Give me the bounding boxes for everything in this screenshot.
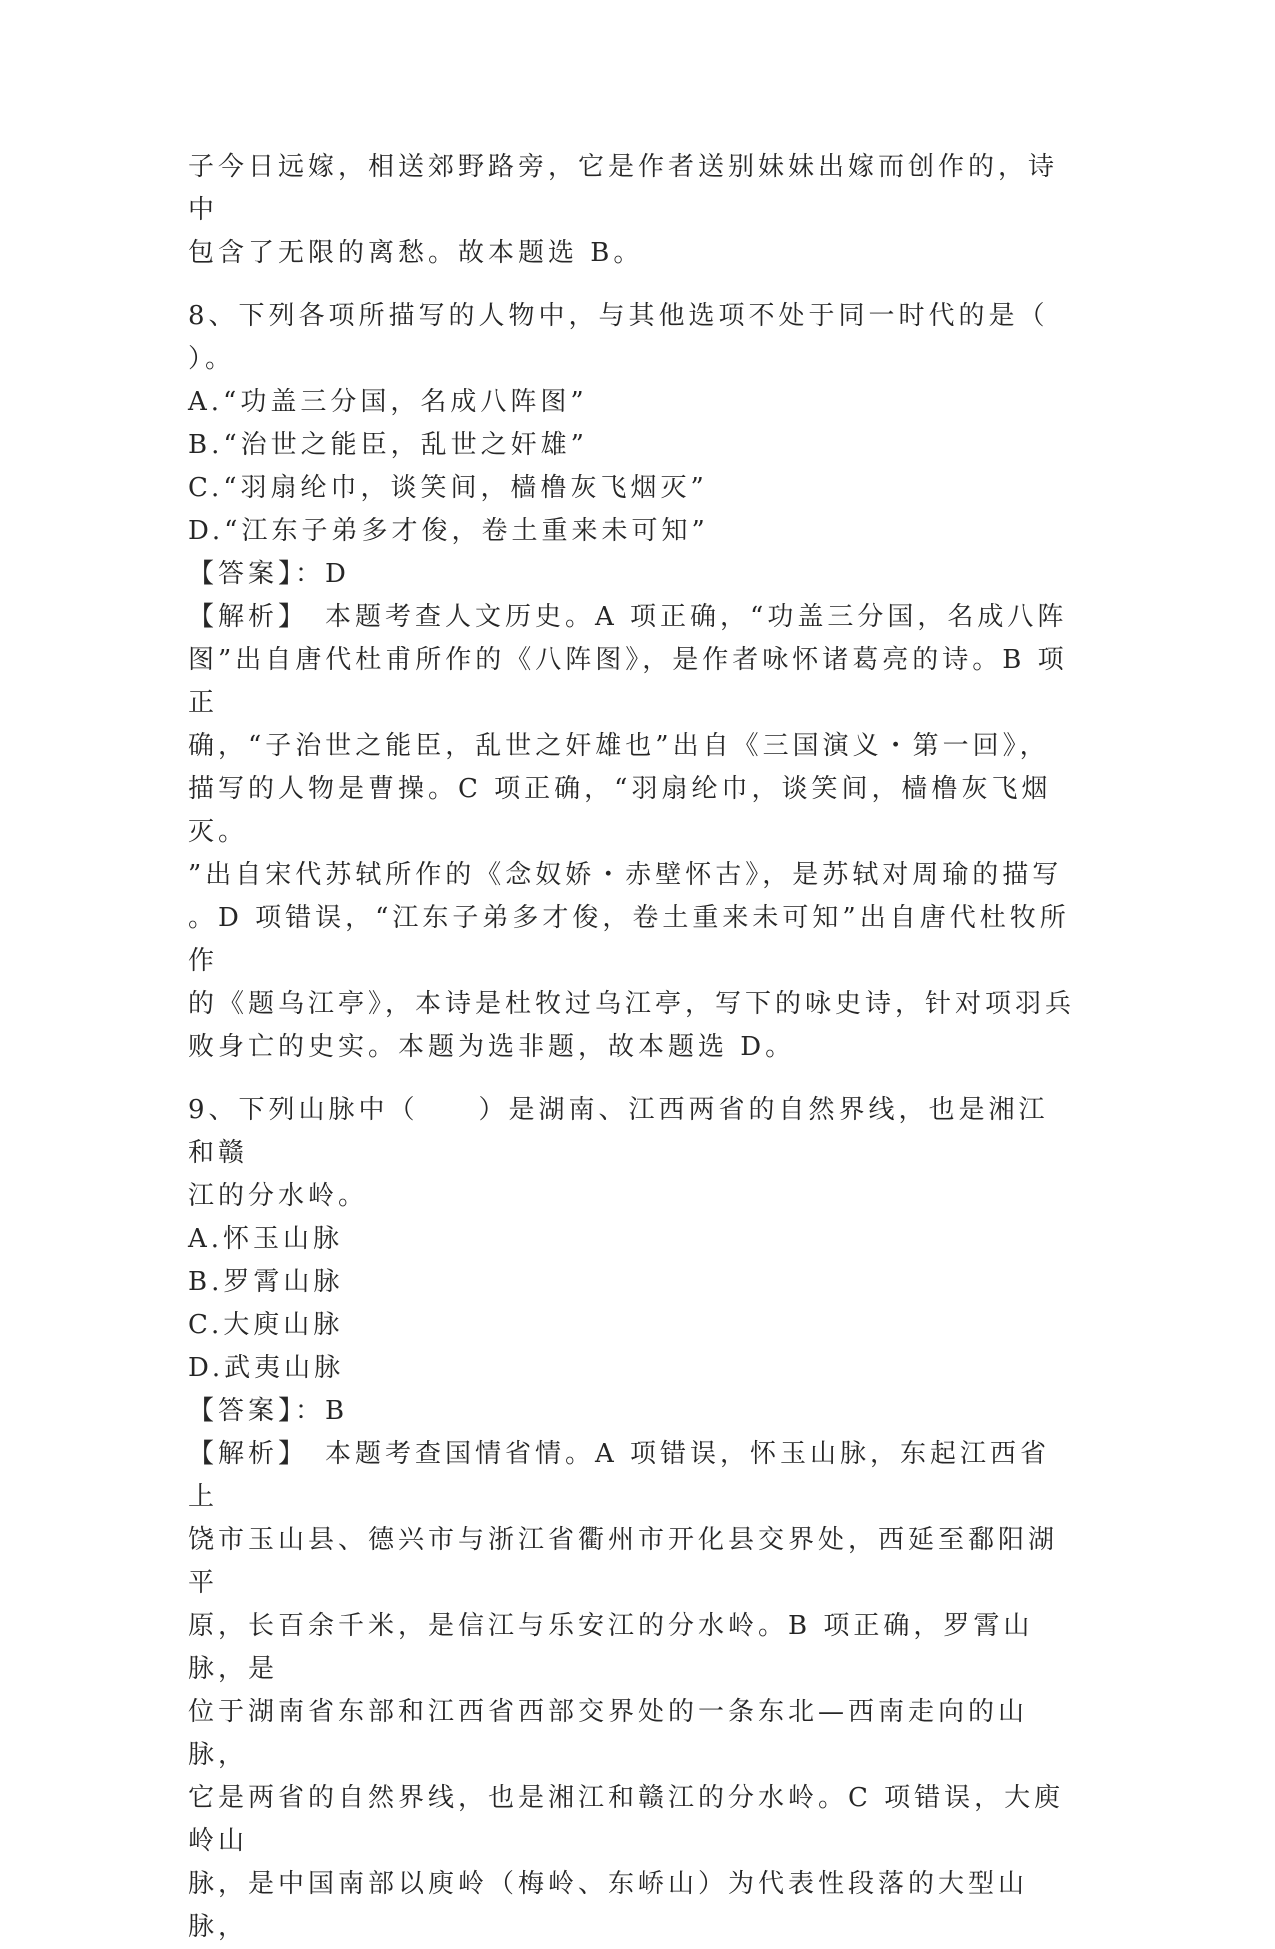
analysis-line: 的《题乌江亭》，本诗是杜牧过乌江亭，写下的咏史诗，针对项羽兵 <box>188 989 1076 1019</box>
answer-line: 【答案】：D <box>188 559 350 589</box>
analysis-line: 位于湖南省东部和江西省西部交界处的一条东北—西南走向的山脉， <box>188 1697 1029 1770</box>
analysis-line: 描写的人物是曹操。C 项正确，“羽扇纶巾，谈笑间，樯橹灰飞烟灭。 <box>188 774 1052 847</box>
analysis-line: 饶市玉山县、德兴市与浙江省衢州市开化县交界处，西延至鄱阳湖平 <box>188 1525 1059 1598</box>
option-c: C.大庾山脉 <box>188 1310 344 1340</box>
answer-line: 【答案】：B <box>188 1396 349 1426</box>
question-stem: ）。 <box>188 344 236 374</box>
analysis-line: 。D 项错误，“江东子弟多才俊，卷土重来未可知”出自唐代杜牧所作 <box>188 903 1070 976</box>
analysis-line: 败身亡的史实。本题为选非题，故本题选 D。 <box>188 1032 796 1062</box>
option-c: C.“羽扇纶巾，谈笑间，樯橹灰飞烟灭” <box>188 473 708 503</box>
question-9 <box>188 1089 1078 1949</box>
question-8 <box>188 295 1078 1069</box>
question-stem: 江的分水岭。 <box>188 1181 369 1211</box>
analysis-line: 图”出自唐代杜甫所作的《八阵图》，是作者咏怀诸葛亮的诗。B 项正 <box>188 645 1068 718</box>
analysis-line: 脉，是中国南部以庾岭（梅岭、东峤山）为代表性段落的大型山脉， <box>188 1869 1029 1942</box>
analysis-line: 它是两省的自然界线，也是湘江和赣江的分水岭。C 项错误，大庾岭山 <box>188 1783 1065 1856</box>
intro-paragraph <box>188 146 1078 275</box>
option-b: B.“治世之能臣，乱世之奸雄” <box>188 430 588 460</box>
document-page <box>188 146 1078 1949</box>
question-stem: 8、下列各项所描写的人物中，与其他选项不处于同一时代的是（ <box>188 301 1049 331</box>
analysis-line: 原，长百余千米，是信江与乐安江的分水岭。B 项正确，罗霄山脉，是 <box>188 1611 1034 1684</box>
option-d: D.“江东子弟多才俊，卷土重来未可知” <box>188 516 709 546</box>
analysis-line: 【解析】 本题考查国情省情。A 项错误，怀玉山脉，东起江西省上 <box>188 1439 1051 1512</box>
option-b: B.罗霄山脉 <box>188 1267 344 1297</box>
option-a: A.怀玉山脉 <box>188 1224 344 1254</box>
analysis-line: 确，“子治世之能臣，乱世之奸雄也”出自《三国演义・第一回》， <box>188 731 1050 761</box>
intro-line: 包含了无限的离愁。故本题选 B。 <box>188 238 644 268</box>
analysis-line: ”出自宋代苏轼所作的《念奴娇・赤壁怀古》，是苏轼对周瑜的描写 <box>188 860 1063 890</box>
analysis-line: 【解析】 本题考查人文历史。A 项正确，“功盖三分国，名成八阵 <box>188 602 1068 632</box>
question-stem: 9、下列山脉中（ ）是湖南、江西两省的自然界线，也是湘江和赣 <box>188 1095 1049 1168</box>
intro-line: 子今日远嫁，相送郊野路旁，它是作者送别妹妹出嫁而创作的，诗中 <box>188 152 1059 225</box>
option-a: A.“功盖三分国，名成八阵图” <box>188 387 588 417</box>
option-d: D.武夷山脉 <box>188 1353 345 1383</box>
